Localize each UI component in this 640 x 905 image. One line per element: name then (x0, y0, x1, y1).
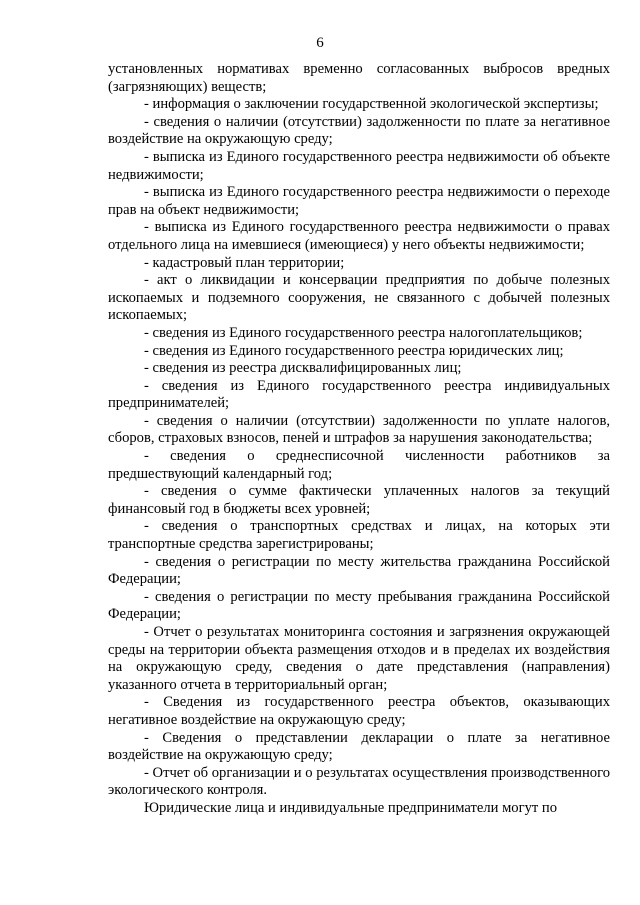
paragraph: - выписка из Единого государственного реестра недвижимости о переходе прав на объект недвижимости; (108, 184, 610, 218)
paragraph: - акт о ликвидации и консервации предприятия по добыче полезных ископаемых и подземного сооружения, не связанного с добычей полезных ископаемых; (108, 272, 610, 324)
paragraph: - сведения из Единого государственного реестра юридических лиц; (144, 342, 564, 359)
paragraph: - сведения о наличии (отсутствии) задолженности по плате за негативное воздействие на окружающую среду; (108, 113, 610, 148)
paragraph: - выписка из Единого государственного реестра недвижимости о правах отдельного лица на имевшиеся (имеющиеся) у него объекты недвижимости; (108, 219, 610, 253)
paragraph: - сведения о наличии (отсутствии) задолженности по уплате налогов, сборов, страховых взносов, пеней и штрафов за нарушения законодательства; (108, 412, 610, 447)
paragraph: - сведения из Единого государственного реестра индивидуальных предпринимателей; (108, 377, 610, 412)
paragraph: - сведения из Единого государственного реестра налогоплательщиков; (144, 324, 583, 341)
paragraph: - Сведения о представлении декларации о плате за негативное воздействие на окружающую среду; (108, 729, 610, 764)
paragraph: - выписка из Единого государственного реестра недвижимости об объекте недвижимости; (108, 148, 610, 183)
paragraph: - сведения о сумме фактически уплаченных налогов за текущий финансовый год в бюджеты всех уровней; (108, 483, 610, 517)
paragraph: - Отчет о результатах мониторинга состояния и загрязнения окружающей среды на территории объекта размещения отходов и в пределах их воздействия на окружающую среду, сведения о дате представления (направления) указанного отчета в территориальный орган; (108, 624, 610, 693)
paragraph: - сведения из реестра дисквалифицированных лиц; (144, 360, 462, 377)
paragraph: - сведения о регистрации по месту жительства гражданина Российской Федерации; (108, 553, 610, 588)
document-body (108, 61, 610, 818)
paragraph: - информация о заключении государственной экологической экспертизы; (144, 96, 599, 113)
paragraph: - Отчет об организации и о результатах осуществления производственного экологического контроля. (108, 764, 610, 799)
paragraph: - кадастровый план территории; (144, 254, 345, 271)
paragraph: - сведения о среднесписочной численности работников за предшествующий календарный год; (108, 448, 610, 482)
paragraph: установленных нормативах временно согласованных выбросов вредных (загрязняющих) веществ; (108, 61, 610, 95)
paragraph: - сведения о транспортных средствах и лицах, на которых эти транспортные средства зарегистрированы; (108, 518, 610, 553)
paragraph: Юридические лица и индивидуальные предприниматели могут по (144, 799, 558, 816)
paragraph: - Сведения из государственного реестра объектов, оказывающих негативное воздействие на окружающую среду; (108, 694, 610, 728)
page-number: 6 (316, 35, 324, 51)
paragraph: - сведения о регистрации по месту пребывания гражданина Российской Федерации; (108, 588, 610, 623)
